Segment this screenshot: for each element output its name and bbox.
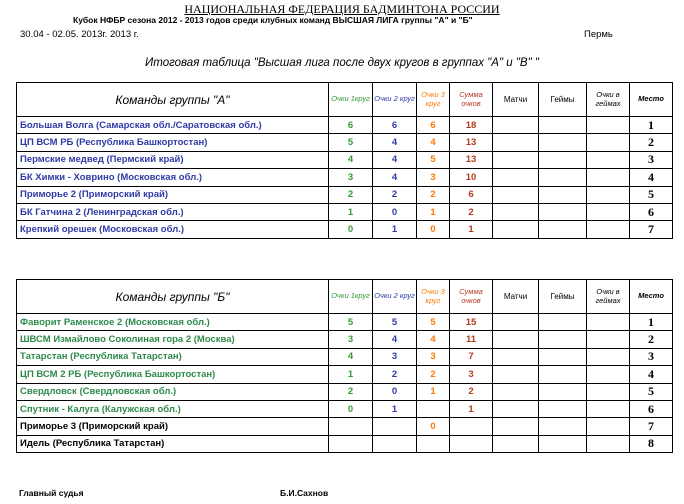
place-value: 5 — [630, 383, 673, 400]
place-value: 3 — [630, 151, 673, 168]
col-matches: Матчи — [493, 83, 539, 117]
sum-value: 2 — [450, 203, 493, 220]
games-value — [539, 348, 587, 365]
col-pts3: Очки 3 круг — [417, 280, 450, 314]
pts2-value: 1 — [373, 400, 417, 417]
federation-title: НАЦИОНАЛЬНАЯ ФЕДЕРАЦИЯ БАДМИНТОНА РОССИИ — [184, 2, 500, 16]
chief-judge-name: Б.И.Сахнов — [280, 488, 329, 498]
pts-games-value — [587, 418, 630, 435]
pts-games-value — [587, 117, 630, 134]
games-value — [539, 151, 587, 168]
matches-value — [493, 117, 539, 134]
games-value — [539, 383, 587, 400]
table-row — [17, 134, 673, 151]
sum-value: 13 — [450, 134, 493, 151]
pts1-value: 4 — [329, 151, 373, 168]
pts-games-value — [587, 435, 630, 452]
pts2-value: 2 — [373, 186, 417, 203]
pts2-value: 3 — [373, 348, 417, 365]
pts3-value: 6 — [417, 117, 450, 134]
pts2-value: 4 — [373, 151, 417, 168]
sum-value: 2 — [450, 383, 493, 400]
sum-value: 7 — [450, 348, 493, 365]
games-value — [539, 169, 587, 186]
games-value — [539, 435, 587, 452]
pts1-value: 1 — [329, 366, 373, 383]
sum-value: 15 — [450, 314, 493, 331]
place-value: 1 — [630, 117, 673, 134]
matches-value — [493, 435, 539, 452]
col-pts-games: Очки в геймах — [587, 280, 630, 314]
pts-games-value — [587, 366, 630, 383]
games-value — [539, 117, 587, 134]
team-name: ЦП ВСМ РБ (Республика Башкортостан) — [17, 134, 329, 151]
place-value: 2 — [630, 134, 673, 151]
matches-value — [493, 383, 539, 400]
place-value: 4 — [630, 366, 673, 383]
sum-value — [450, 435, 493, 452]
matches-value — [493, 348, 539, 365]
event-city: Пермь — [584, 29, 613, 40]
pts-games-value — [587, 169, 630, 186]
col-pts-games: Очки в геймах — [587, 83, 630, 117]
pts3-value: 3 — [417, 169, 450, 186]
table-row — [17, 221, 673, 238]
table-row — [17, 348, 673, 365]
pts1-value: 1 — [329, 203, 373, 220]
table-row — [17, 331, 673, 348]
pts3-value: 4 — [417, 331, 450, 348]
games-value — [539, 221, 587, 238]
place-value: 6 — [630, 400, 673, 417]
pts2-value: 2 — [373, 366, 417, 383]
pts1-value: 3 — [329, 169, 373, 186]
table-row — [17, 435, 673, 452]
pts3-value: 3 — [417, 348, 450, 365]
table-row — [17, 203, 673, 220]
place-value: 2 — [630, 331, 673, 348]
group-a-body — [17, 117, 673, 239]
group-b-heading: Команды группы "Б" — [17, 280, 329, 314]
pts3-value: 0 — [417, 418, 450, 435]
pts3-value: 5 — [417, 314, 450, 331]
event-dates: 30.04 - 02.05. 2013г. 2013 г. — [20, 29, 139, 40]
team-name: Татарстан (Республика Татарстан) — [17, 348, 329, 365]
group-a-heading: Команды группы "А" — [17, 83, 329, 117]
matches-value — [493, 366, 539, 383]
pts1-value — [329, 418, 373, 435]
sum-value — [450, 418, 493, 435]
table-row — [17, 151, 673, 168]
matches-value — [493, 314, 539, 331]
pts-games-value — [587, 221, 630, 238]
sum-value: 18 — [450, 117, 493, 134]
col-place: Место — [630, 280, 673, 314]
matches-value — [493, 134, 539, 151]
cup-title: Кубок НФБР сезона 2012 - 2013 годов среди клубных команд ВЫСШАЯ ЛИГА группы "А" и "Б" — [73, 15, 473, 25]
table-row — [17, 314, 673, 331]
pts3-value: 4 — [417, 134, 450, 151]
pts1-value: 5 — [329, 314, 373, 331]
place-value: 7 — [630, 418, 673, 435]
table-subtitle: Итоговая таблица "Высшая лига после двух кругов в группах "А" и "В" " — [145, 57, 539, 69]
matches-value — [493, 331, 539, 348]
place-value: 6 — [630, 203, 673, 220]
table-row — [17, 400, 673, 417]
pts-games-value — [587, 186, 630, 203]
pts-games-value — [587, 383, 630, 400]
pts1-value: 0 — [329, 400, 373, 417]
pts-games-value — [587, 331, 630, 348]
pts2-value: 1 — [373, 221, 417, 238]
table-row — [17, 117, 673, 134]
team-name: Большая Волга (Самарская обл./Саратовская обл.) — [17, 117, 329, 134]
pts2-value: 6 — [373, 117, 417, 134]
pts2-value — [373, 418, 417, 435]
matches-value — [493, 203, 539, 220]
col-matches: Матчи — [493, 280, 539, 314]
pts1-value: 0 — [329, 221, 373, 238]
pts2-value: 0 — [373, 203, 417, 220]
chief-judge-label: Главный судья — [19, 488, 84, 498]
table-row — [17, 366, 673, 383]
sum-value: 1 — [450, 221, 493, 238]
team-name: Фаворит Раменское 2 (Московская обл.) — [17, 314, 329, 331]
place-value: 5 — [630, 186, 673, 203]
sum-value: 11 — [450, 331, 493, 348]
place-value: 3 — [630, 348, 673, 365]
sum-value: 6 — [450, 186, 493, 203]
pts3-value: 1 — [417, 203, 450, 220]
table-row — [17, 418, 673, 435]
pts2-value: 4 — [373, 169, 417, 186]
col-pts2: Очки 2 круг — [373, 83, 417, 117]
group-a-table — [16, 82, 673, 239]
place-value: 8 — [630, 435, 673, 452]
team-name: Идель (Республика Татарстан) — [17, 435, 329, 452]
team-name: Спутник - Калуга (Калужская обл.) — [17, 400, 329, 417]
matches-value — [493, 186, 539, 203]
pts-games-value — [587, 134, 630, 151]
pts3-value: 0 — [417, 221, 450, 238]
pts1-value: 6 — [329, 117, 373, 134]
table-row — [17, 186, 673, 203]
col-pts1: Очки 1круг — [329, 83, 373, 117]
games-value — [539, 186, 587, 203]
pts2-value: 0 — [373, 383, 417, 400]
pts-games-value — [587, 314, 630, 331]
games-value — [539, 366, 587, 383]
pts-games-value — [587, 151, 630, 168]
sum-value: 10 — [450, 169, 493, 186]
games-value — [539, 418, 587, 435]
col-pts3: Очки 3 круг — [417, 83, 450, 117]
col-games: Геймы — [539, 83, 587, 117]
col-sum: Сумма очков — [450, 280, 493, 314]
sum-value: 3 — [450, 366, 493, 383]
team-name: Приморье 2 (Приморский край) — [17, 186, 329, 203]
table-row — [17, 383, 673, 400]
games-value — [539, 400, 587, 417]
team-name: Приморье 3 (Приморский край) — [17, 418, 329, 435]
team-name: Пермские медвед (Пермский край) — [17, 151, 329, 168]
pts-games-value — [587, 400, 630, 417]
table-row — [17, 169, 673, 186]
team-name: ШВСМ Измайлово Соколиная гора 2 (Москва) — [17, 331, 329, 348]
pts2-value: 4 — [373, 331, 417, 348]
place-value: 1 — [630, 314, 673, 331]
pts1-value — [329, 435, 373, 452]
pts1-value: 2 — [329, 186, 373, 203]
pts-games-value — [587, 203, 630, 220]
sum-value: 13 — [450, 151, 493, 168]
pts3-value — [417, 400, 450, 417]
pts-games-value — [587, 348, 630, 365]
team-name: БК Химки - Ховрино (Московская обл.) — [17, 169, 329, 186]
col-pts1: Очки 1круг — [329, 280, 373, 314]
team-name: Крепкий орешек (Московская обл.) — [17, 221, 329, 238]
matches-value — [493, 221, 539, 238]
matches-value — [493, 418, 539, 435]
place-value: 7 — [630, 221, 673, 238]
games-value — [539, 134, 587, 151]
games-value — [539, 203, 587, 220]
place-value: 4 — [630, 169, 673, 186]
pts2-value: 4 — [373, 134, 417, 151]
pts1-value: 3 — [329, 331, 373, 348]
matches-value — [493, 151, 539, 168]
games-value — [539, 331, 587, 348]
col-games: Геймы — [539, 280, 587, 314]
pts1-value: 5 — [329, 134, 373, 151]
matches-value — [493, 400, 539, 417]
group-b-body — [17, 314, 673, 453]
sum-value: 1 — [450, 400, 493, 417]
pts1-value: 4 — [329, 348, 373, 365]
pts1-value: 2 — [329, 383, 373, 400]
games-value — [539, 314, 587, 331]
col-sum: Сумма очков — [450, 83, 493, 117]
team-name: ЦП ВСМ 2 РБ (Республика Башкортостан) — [17, 366, 329, 383]
team-name: БК Гатчина 2 (Ленинградская обл.) — [17, 203, 329, 220]
col-place: Место — [630, 83, 673, 117]
col-pts2: Очки 2 круг — [373, 280, 417, 314]
matches-value — [493, 169, 539, 186]
pts3-value — [417, 435, 450, 452]
pts2-value: 5 — [373, 314, 417, 331]
pts3-value: 2 — [417, 186, 450, 203]
team-name: Свердловск (Свердловская обл.) — [17, 383, 329, 400]
pts3-value: 2 — [417, 366, 450, 383]
pts3-value: 1 — [417, 383, 450, 400]
pts2-value — [373, 435, 417, 452]
group-b-table — [16, 279, 673, 453]
pts3-value: 5 — [417, 151, 450, 168]
